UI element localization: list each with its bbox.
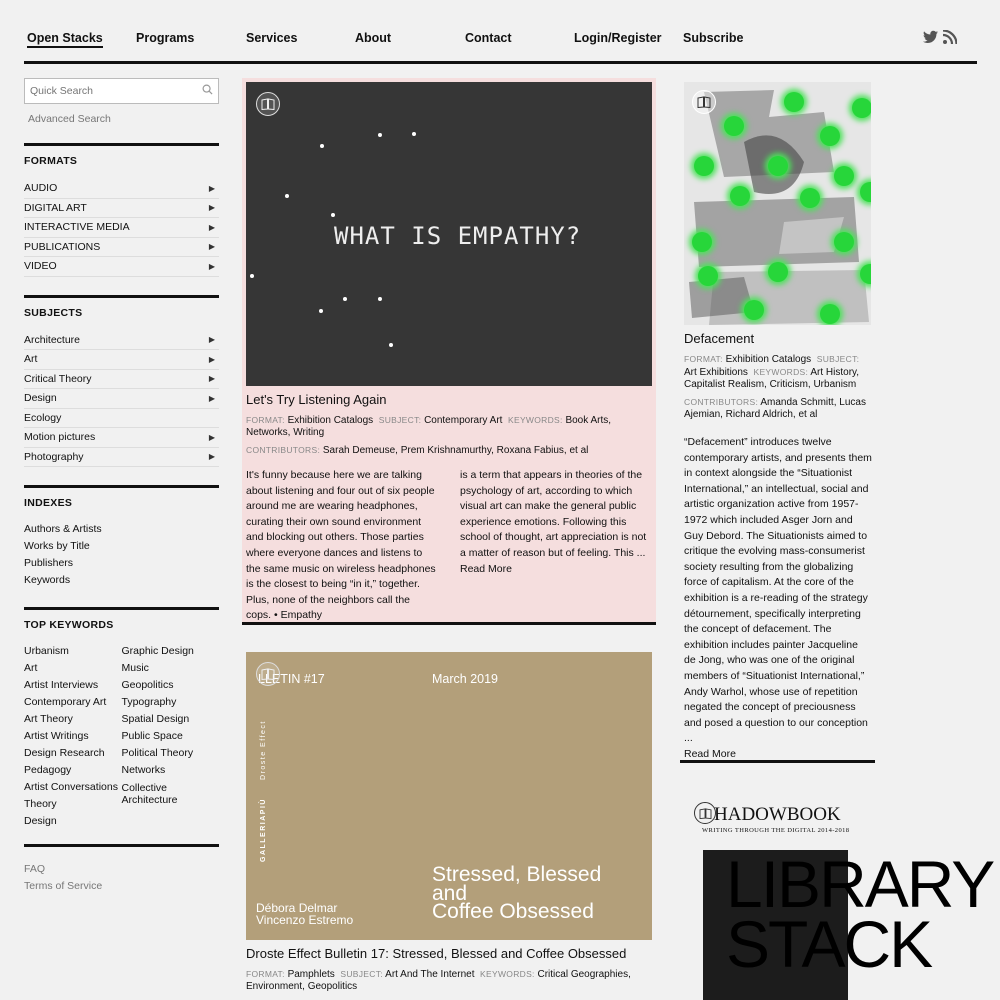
green-dot bbox=[768, 262, 788, 282]
card-title[interactable]: Droste Effect Bulletin 17: Stressed, Blessed and Coffee Obsessed bbox=[246, 946, 627, 961]
green-dot bbox=[834, 232, 854, 252]
format-link[interactable]: Pamphlets bbox=[287, 969, 335, 980]
subjects-heading: SUBJECTS bbox=[24, 306, 83, 319]
keyword-link[interactable]: Artist Writings bbox=[24, 730, 89, 742]
card-defacement[interactable] bbox=[680, 78, 875, 762]
keywords-links[interactable]: Book Arts, Networks, Writing bbox=[246, 415, 612, 438]
green-dot bbox=[730, 186, 750, 206]
keyword-link[interactable]: Graphic Design bbox=[121, 645, 194, 657]
keyword-link[interactable]: Typography bbox=[121, 696, 177, 708]
keyword-link[interactable]: Urbanism bbox=[24, 645, 69, 657]
nav-open-stacks[interactable]: Open Stacks bbox=[27, 31, 103, 48]
vertical-title: Droste Effect bbox=[260, 720, 267, 780]
nav-services[interactable]: Services bbox=[246, 31, 298, 45]
green-dot bbox=[694, 156, 714, 176]
subject-item-photography[interactable]: Photography ▶ bbox=[24, 448, 219, 468]
nav-subscribe[interactable]: Subscribe bbox=[683, 31, 744, 45]
index-publishers[interactable]: Publishers bbox=[24, 557, 74, 569]
keyword-link[interactable]: Artist Conversations bbox=[24, 781, 118, 793]
search-input[interactable] bbox=[30, 85, 180, 97]
subject-item-design[interactable]: Design ▶ bbox=[24, 389, 219, 409]
green-dot bbox=[820, 126, 840, 146]
read-more-link[interactable]: Read More bbox=[460, 562, 512, 575]
card-meta: FORMAT: Exhibition Catalogs SUBJECT: Contemporary Art KEYWORDS: Book Arts, Networks, Writing bbox=[246, 415, 612, 438]
card-description: “Defacement” introduces twelve contemporary artists, and presents them in context alongside the “Situationist International,” an intellectual, social and artistic organization active from 1957-1972 which included Asger Jorn and Guy Debord. The Situationists aimed to critique the evolving mass-consumerist society resulting from the globalizing force of capitalism. At the core of the exhibition is a re-reading of the strategy détournement, specifically interpreting the concept of defacement. The exhibition includes painter Jacqueline de Jong, who was one of the original members of “Situationist International,” Andy Warhol, whose use of repetition negated the concept of preciousness and posed a question to our conception ... Read More bbox=[684, 436, 872, 760]
keyword-link[interactable]: Architecture bbox=[121, 794, 178, 806]
star-dot bbox=[250, 274, 254, 278]
card-image-shadowbook[interactable] bbox=[694, 800, 994, 1000]
green-dot bbox=[834, 166, 854, 186]
twitter-icon[interactable] bbox=[923, 30, 937, 44]
subject-link[interactable]: Contemporary Art bbox=[424, 415, 503, 426]
rss-icon[interactable] bbox=[943, 30, 957, 44]
green-dot bbox=[768, 156, 788, 176]
hero-names: Débora Delmar Vincenzo Estremo bbox=[256, 901, 354, 927]
divider bbox=[680, 760, 875, 763]
green-dot bbox=[724, 116, 744, 136]
subject-item-ecology[interactable]: Ecology bbox=[24, 409, 219, 429]
star-dot bbox=[389, 343, 393, 347]
keyword-link[interactable]: Collective bbox=[121, 782, 168, 794]
hero-title: WHAT IS EMPATHY? bbox=[334, 222, 582, 250]
keyword-link[interactable]: Art bbox=[24, 662, 38, 674]
nav-programs[interactable]: Programs bbox=[136, 31, 195, 45]
book-icon bbox=[256, 92, 280, 116]
top-keywords-heading: TOP KEYWORDS bbox=[24, 619, 114, 631]
green-dot bbox=[800, 188, 820, 208]
book-icon bbox=[694, 802, 716, 824]
excerpt-col-2: is a term that appears in theories of the psychology of art, according to which visual art can make the general public experience emotions. Following this school of thought, art appreciation is not a matter of reason but of feeling. This ... Read More bbox=[460, 469, 647, 575]
card-excerpt bbox=[246, 468, 652, 624]
star-dot bbox=[378, 133, 382, 137]
keyword-link[interactable]: Design Research bbox=[24, 747, 105, 759]
shadowbook-subtitle: WRITING THROUGH THE DIGITAL 2014-2018 bbox=[702, 827, 850, 834]
read-more-link[interactable]: Read More bbox=[684, 747, 736, 760]
vertical-publisher: GALLERIAPIÙ bbox=[260, 798, 267, 862]
format-item-audio[interactable]: AUDIO ▶ bbox=[24, 179, 219, 199]
triangle-right-icon: ▶ bbox=[208, 432, 215, 442]
formats-section bbox=[24, 143, 219, 277]
format-link[interactable]: Exhibition Catalogs bbox=[287, 415, 374, 426]
advanced-search-link[interactable]: Advanced Search bbox=[28, 113, 111, 125]
triangle-right-icon: ▶ bbox=[208, 183, 215, 193]
card-contributors: CONTRIBUTORS: Amanda Schmitt, Lucas Ajemian, Richard Aldrich, et al bbox=[684, 397, 866, 420]
star-dot bbox=[343, 297, 347, 301]
keyword-link[interactable]: Contemporary Art bbox=[24, 696, 107, 708]
indexes-section bbox=[24, 485, 219, 589]
triangle-right-icon: ▶ bbox=[208, 222, 215, 232]
card-contributors: CONTRIBUTORS: Sarah Demeuse, Prem Krishnamurthy, Roxana Fabius, et al bbox=[246, 445, 589, 456]
subjects-section bbox=[24, 295, 219, 468]
keyword-link[interactable]: Art Theory bbox=[24, 713, 73, 725]
subject-item-critical-theory[interactable]: Critical Theory ▶ bbox=[24, 370, 219, 390]
star-dot bbox=[320, 144, 324, 148]
keyword-link[interactable]: Music bbox=[121, 662, 149, 674]
green-dot bbox=[692, 232, 712, 252]
top-keywords-section bbox=[24, 607, 219, 830]
keyword-link[interactable]: Theory bbox=[24, 798, 57, 810]
star-dot bbox=[412, 132, 416, 136]
keyword-link[interactable]: Pedagogy bbox=[24, 764, 72, 776]
bulletin-number: LLETIN #17 bbox=[258, 672, 325, 686]
search-icon[interactable] bbox=[202, 82, 213, 100]
triangle-right-icon: ▶ bbox=[208, 261, 215, 271]
card-droste-effect-bulletin[interactable] bbox=[242, 648, 656, 1000]
star-dot bbox=[378, 297, 382, 301]
contributors-links[interactable]: Sarah Demeuse, Prem Krishnamurthy, Roxana Fabius, et al bbox=[322, 445, 589, 456]
keyword-link[interactable]: Geopolitics bbox=[121, 679, 174, 691]
social-links bbox=[923, 30, 957, 44]
index-works-by-title[interactable]: Works by Title bbox=[24, 540, 90, 552]
format-link[interactable]: Exhibition Catalogs bbox=[725, 354, 812, 365]
format-item-interactive-media[interactable]: INTERACTIVE MEDIA ▶ bbox=[24, 218, 219, 238]
card-title[interactable]: Let's Try Listening Again bbox=[246, 392, 387, 407]
triangle-right-icon: ▶ bbox=[208, 374, 215, 384]
keyword-link[interactable]: Political Theory bbox=[121, 747, 194, 759]
shadowbook-title: HADOWBOOK bbox=[714, 804, 841, 825]
green-dot bbox=[784, 92, 804, 112]
formats-heading: FORMATS bbox=[24, 155, 78, 167]
keywords-links[interactable]: Critical Geographies, Environment, Geopolitics bbox=[246, 969, 631, 992]
keyword-column-1 bbox=[24, 643, 122, 830]
subject-link[interactable]: Art Exhibitions bbox=[684, 367, 748, 378]
indexes-heading: INDEXES bbox=[24, 497, 73, 509]
star-dot bbox=[285, 194, 289, 198]
triangle-right-icon: ▶ bbox=[208, 242, 215, 252]
nav-contact[interactable]: Contact bbox=[465, 31, 512, 45]
card-meta: FORMAT: Exhibition Catalogs SUBJECT: Art Exhibitions KEYWORDS: Art History, Capitalist Realism, Criticism, Urbanism bbox=[684, 354, 860, 390]
bulletin-date: March 2019 bbox=[432, 672, 499, 686]
format-item-video[interactable]: VIDEO ▶ bbox=[24, 257, 219, 277]
keyword-link[interactable]: Spatial Design bbox=[121, 713, 190, 725]
triangle-right-icon: ▶ bbox=[208, 452, 215, 462]
subject-item-art[interactable]: Art ▶ bbox=[24, 350, 219, 370]
excerpt-col-1: It's funny because here we are talking about listening and four out of six people around me are wearing headphones, curating their own sound environment and blocking out others. Those parties where everyone dances and listens to the same music on wireless headphones is the closest to being “in it,” together. Plus, none of the neighbors call the cops. • Empathy bbox=[246, 469, 436, 622]
subject-link[interactable]: Art And The Internet bbox=[385, 969, 475, 980]
triangle-right-icon: ▶ bbox=[208, 203, 215, 213]
green-dot bbox=[744, 300, 764, 320]
book-icon bbox=[692, 90, 716, 114]
triangle-right-icon: ▶ bbox=[208, 354, 215, 364]
index-keywords[interactable]: Keywords bbox=[24, 574, 71, 586]
card-meta: FORMAT: Pamphlets SUBJECT: Art And The Internet KEYWORDS: Critical Geographies, Environment, Geopolitics bbox=[246, 969, 631, 992]
sidebar bbox=[24, 78, 219, 895]
keyword-link[interactable]: Networks bbox=[121, 764, 166, 776]
keyword-link[interactable]: Public Space bbox=[121, 730, 183, 742]
green-dot bbox=[820, 304, 840, 324]
index-authors-artists[interactable]: Authors & Artists bbox=[24, 523, 102, 535]
triangle-right-icon: ▶ bbox=[208, 393, 215, 403]
format-item-digital-art[interactable]: DIGITAL ART ▶ bbox=[24, 199, 219, 219]
card-image-defacement[interactable] bbox=[684, 82, 871, 325]
format-item-publications[interactable]: PUBLICATIONS ▶ bbox=[24, 238, 219, 258]
keyword-link[interactable]: Artist Interviews bbox=[24, 679, 99, 691]
terms-of-service-link[interactable]: Terms of Service bbox=[24, 880, 103, 892]
keyword-link[interactable]: Design bbox=[24, 815, 57, 827]
sidebar-footer bbox=[24, 844, 219, 895]
hero-big-title: Stressed, Blessed and Coffee Obsessed bbox=[432, 863, 602, 923]
star-dot bbox=[331, 213, 335, 217]
nav-about[interactable]: About bbox=[355, 31, 392, 45]
triangle-right-icon: ▶ bbox=[208, 335, 215, 345]
card-title[interactable]: Defacement bbox=[684, 331, 755, 346]
green-dot bbox=[698, 266, 718, 286]
keyword-columns bbox=[24, 643, 219, 830]
nav-login-register[interactable]: Login/Register bbox=[574, 31, 662, 45]
card-image-what-is-empathy[interactable] bbox=[246, 82, 652, 386]
top-nav bbox=[24, 0, 977, 64]
contributors-links[interactable]: Amanda Schmitt, Lucas Ajemian, Richard Aldrich, et al bbox=[684, 397, 866, 420]
star-dot bbox=[319, 309, 323, 313]
card-lets-try-listening-again[interactable] bbox=[242, 78, 656, 623]
faq-link[interactable]: FAQ bbox=[24, 863, 46, 875]
green-dot bbox=[852, 98, 871, 118]
library-stack-wordmark: LIBRARY STACK bbox=[726, 847, 994, 981]
divider bbox=[242, 622, 656, 625]
book-icon bbox=[256, 662, 280, 686]
keywords-links[interactable]: Art History, Capitalist Realism, Criticism, Urbanism bbox=[684, 367, 860, 390]
subject-item-architecture[interactable]: Architecture ▶ bbox=[24, 331, 219, 351]
keyword-column-2 bbox=[122, 643, 220, 830]
subject-item-motion-pictures[interactable]: Motion pictures ▶ bbox=[24, 428, 219, 448]
card-image-droste-effect[interactable] bbox=[246, 652, 652, 940]
quick-search bbox=[24, 78, 219, 104]
